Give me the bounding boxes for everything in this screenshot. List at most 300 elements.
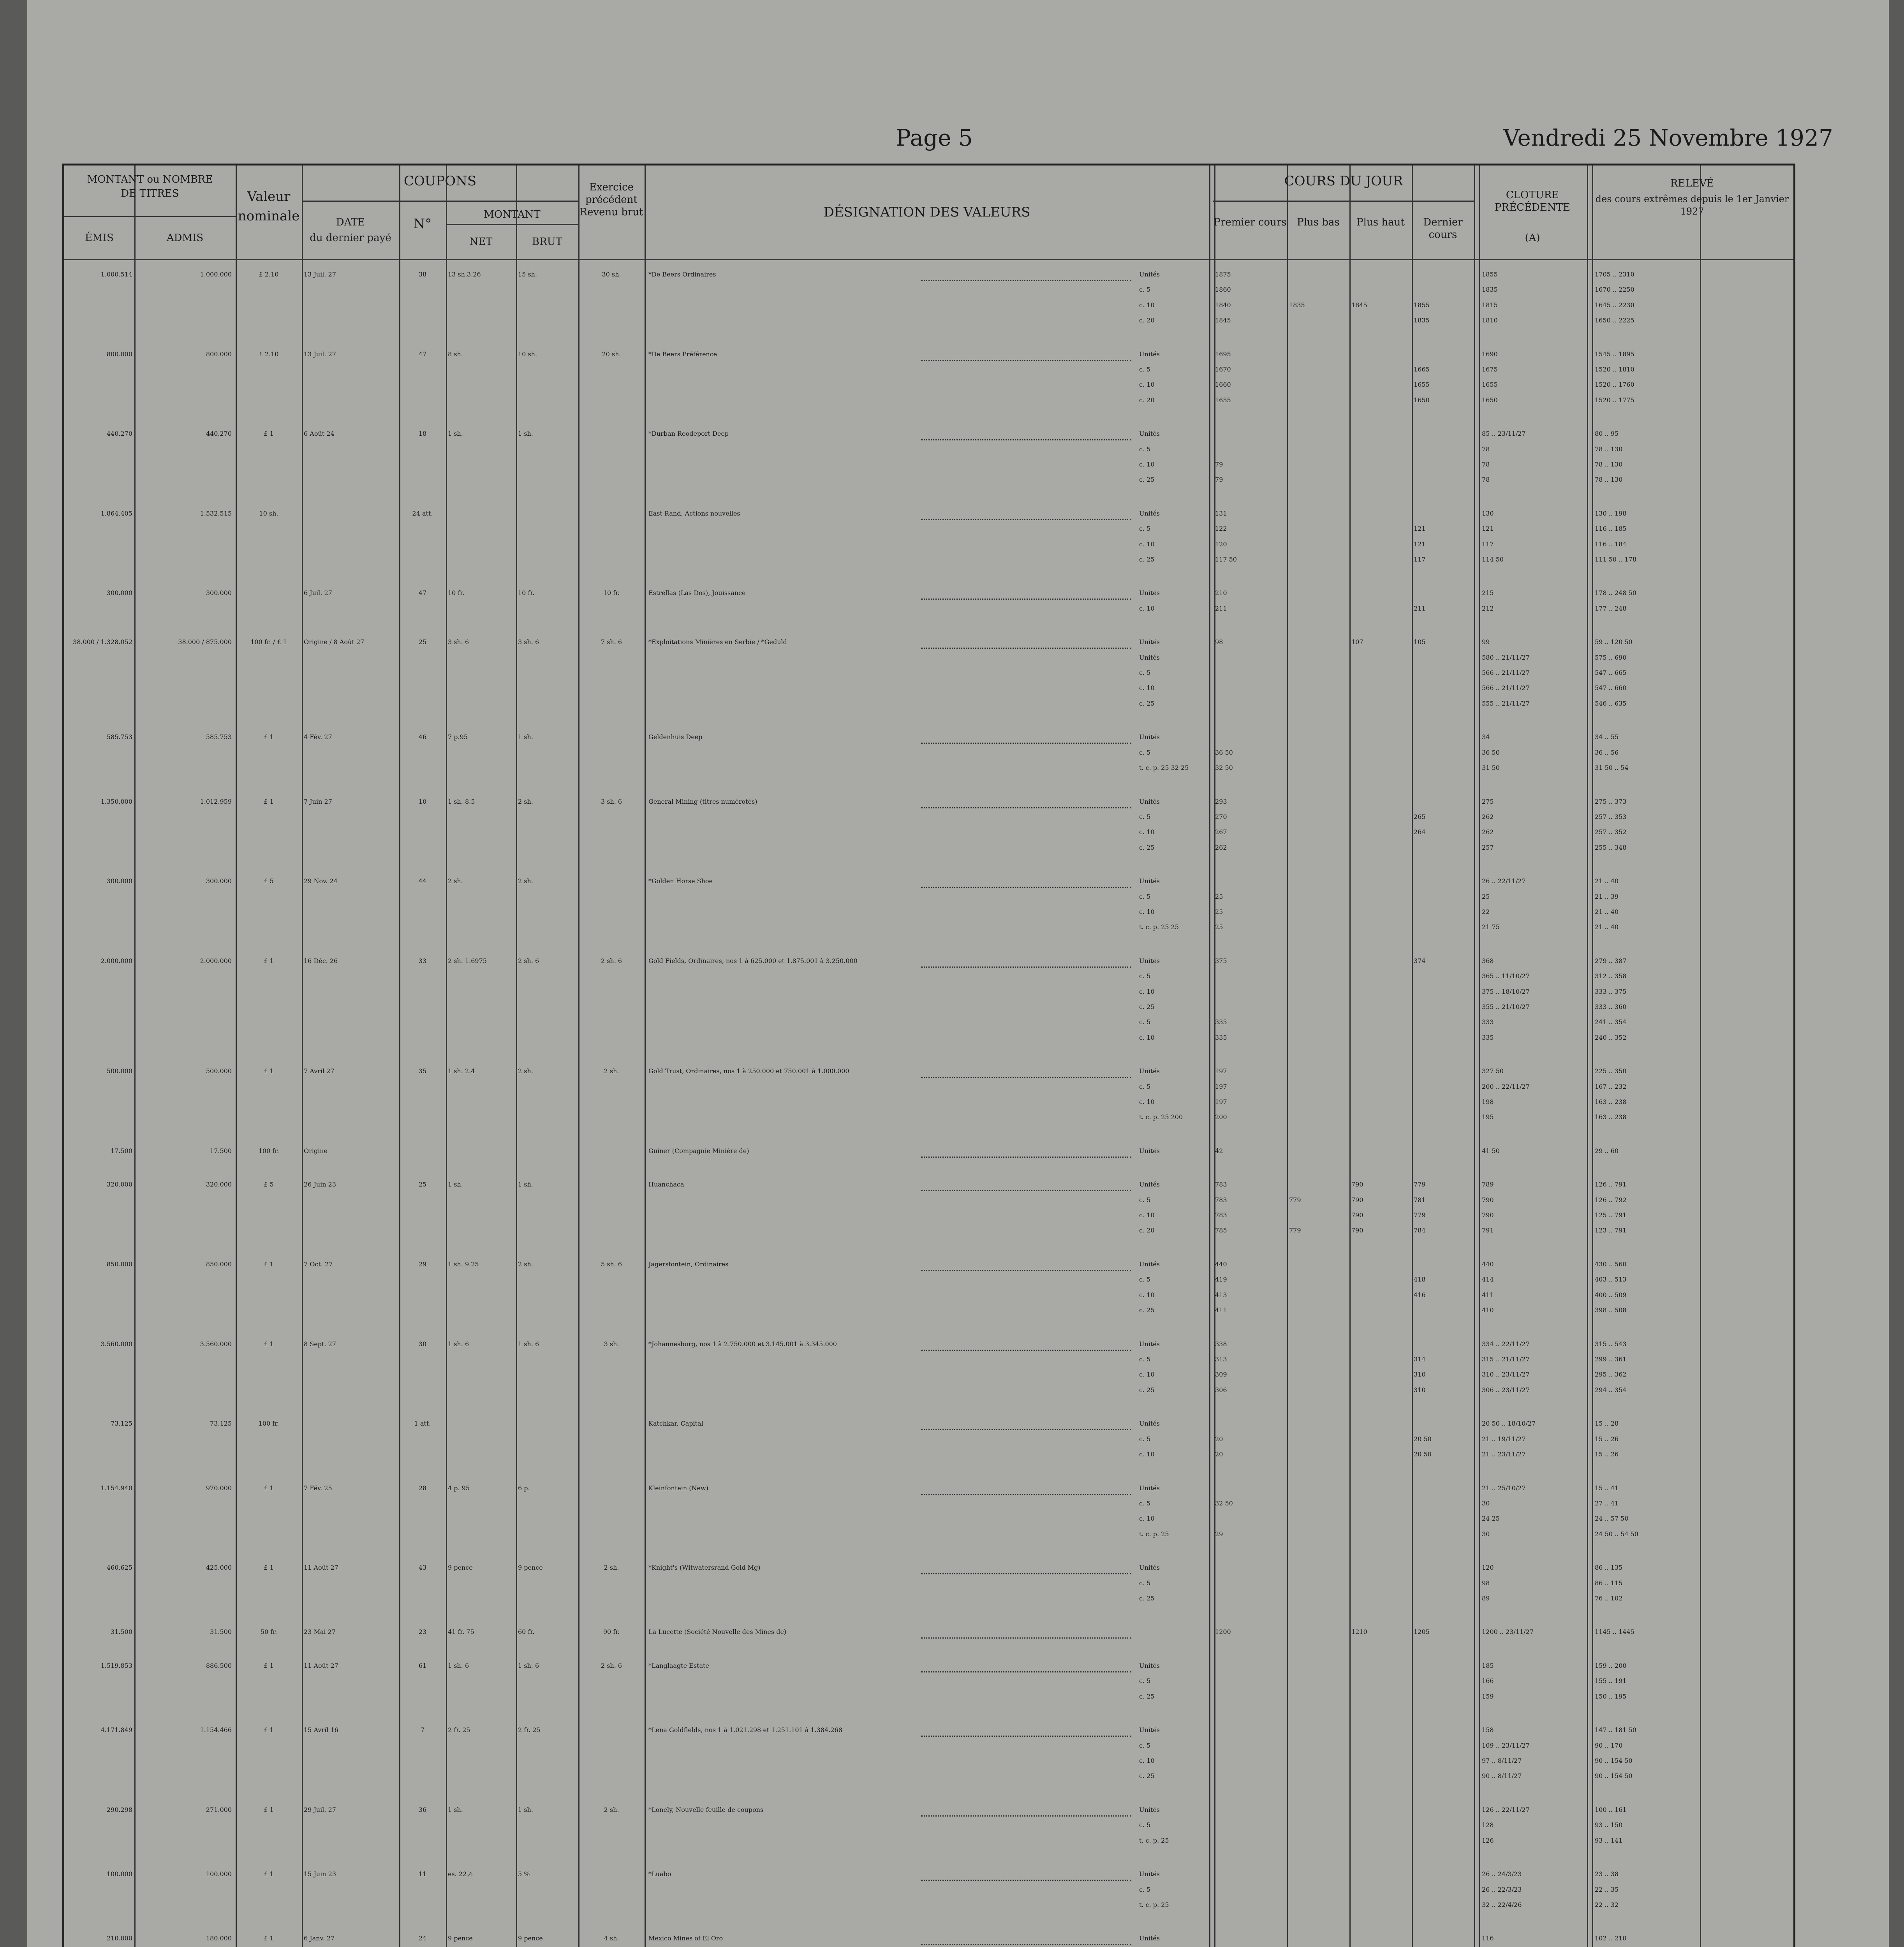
sub-label: Unités	[1139, 1662, 1160, 1670]
cell-cloture: 791	[1482, 1227, 1494, 1234]
cell-cloture: 212	[1482, 604, 1494, 612]
cell-cloture: 198	[1482, 1098, 1494, 1106]
row-date: 23 Mai 27	[304, 1628, 336, 1636]
cell-premier: 25	[1215, 923, 1223, 931]
row-date: Origine / 8 Août 27	[304, 638, 365, 646]
page-date: Vendredi 25 Novembre 1927	[1503, 125, 1833, 151]
cell-releve: 398 .. 508	[1595, 1306, 1627, 1314]
cell-premier: 375	[1215, 957, 1227, 965]
row-name: Guiner (Compagnie Minière de)	[648, 1147, 749, 1155]
row-net: 41 fr. 75	[448, 1628, 474, 1636]
row-date: 11 Août 27	[304, 1662, 338, 1670]
row-net: 9 pence	[448, 1564, 473, 1572]
leader-dots	[921, 966, 1131, 968]
leader-dots	[921, 648, 1131, 649]
cell-cloture: 26 .. 22/3/23	[1482, 1885, 1522, 1893]
cell-cloture: 121	[1482, 525, 1494, 533]
row-name: East Rand, Actions nouvelles	[648, 509, 740, 517]
sub-label: c. 20	[1139, 317, 1155, 324]
cell-premier: 20	[1215, 1435, 1223, 1443]
cell-premier: 117 50	[1215, 555, 1237, 563]
cell-releve: 76 .. 102	[1595, 1594, 1623, 1602]
cell-premier: 32 50	[1215, 1499, 1233, 1507]
cell-premier: 335	[1215, 1033, 1227, 1041]
cell-cloture: 1810	[1482, 317, 1498, 324]
row-exercice: 90 fr.	[603, 1628, 620, 1636]
sub-label: c. 5	[1139, 1821, 1151, 1829]
sub-label: Unités	[1139, 350, 1160, 358]
row-net: 1 sh. 6	[448, 1340, 469, 1348]
cell-dernier: 374	[1414, 957, 1426, 965]
col-coupons: COUPONS	[403, 173, 477, 189]
cell-cloture: 195	[1482, 1113, 1494, 1121]
cell-cloture: 327 50	[1482, 1067, 1504, 1075]
sub-label: c. 5	[1139, 1083, 1151, 1090]
sub-label: c. 25	[1139, 1003, 1155, 1010]
row-net: 7 p.95	[448, 733, 468, 741]
row-brut: 1 sh.	[518, 1181, 533, 1188]
sub-label: c. 10	[1139, 988, 1155, 995]
cell-cloture: 414	[1482, 1276, 1494, 1283]
sub-label: Unités	[1139, 1147, 1160, 1155]
leader-dots	[921, 1573, 1131, 1574]
cell-releve: 15 .. 28	[1595, 1420, 1619, 1428]
cell-cloture: 34	[1482, 733, 1490, 741]
cell-dernier: 1835	[1414, 317, 1430, 324]
cell-cloture: 26 .. 22/11/27	[1482, 877, 1526, 885]
leader-dots	[921, 1637, 1131, 1639]
cell-cloture: 126 .. 22/11/27	[1482, 1806, 1530, 1813]
row-date: 6 Août 24	[304, 430, 335, 438]
leader-dots	[921, 519, 1131, 520]
cell-releve: 31 50 .. 54	[1595, 764, 1629, 772]
cell-releve: 78 .. 130	[1595, 445, 1623, 453]
cell-premier: 783	[1215, 1181, 1227, 1188]
cell-cloture: 315 .. 21/11/27	[1482, 1356, 1530, 1363]
cell-plus-haut: 790	[1351, 1181, 1363, 1188]
row-admis: 800.000	[206, 350, 232, 358]
cell-premier: 411	[1215, 1306, 1227, 1314]
leader-dots	[921, 1944, 1131, 1945]
sub-label: Unités	[1139, 1726, 1160, 1734]
row-emis: 1.154.940	[100, 1484, 132, 1492]
cell-premier: 1845	[1215, 317, 1231, 324]
row-net: 2 sh. 1.6975	[448, 957, 487, 965]
cell-cloture: 262	[1482, 813, 1494, 821]
cell-cloture: 21 .. 23/11/27	[1482, 1451, 1526, 1458]
cell-dernier: 264	[1414, 828, 1426, 836]
leader-dots	[921, 1190, 1131, 1191]
row-emis: 38.000 / 1.328.052	[73, 638, 132, 646]
sub-label: c. 25	[1139, 555, 1155, 563]
sub-label: Unités	[1139, 797, 1160, 805]
row-valeur: £ 1	[264, 797, 274, 805]
cell-dernier: 211	[1414, 604, 1426, 612]
cell-plus-bas: 779	[1289, 1196, 1301, 1204]
sub-label: c. 10	[1139, 1211, 1155, 1219]
row-num: 33	[418, 957, 427, 965]
col-releve: RELEVÉ	[1670, 178, 1714, 189]
cell-premier: 783	[1215, 1196, 1227, 1204]
cell-cloture: 31 50	[1482, 764, 1500, 772]
row-net: 3 sh. 6	[448, 638, 469, 646]
cell-releve: 1145 .. 1445	[1595, 1628, 1635, 1636]
sub-label: c. 5	[1139, 893, 1151, 900]
cell-premier: 200	[1215, 1113, 1227, 1121]
row-num: 11	[418, 1870, 427, 1878]
cell-cloture: 789	[1482, 1181, 1494, 1188]
sub-label: c. 25	[1139, 1692, 1155, 1700]
row-name: Gold Trust, Ordinaires, nos 1 à 250.000 et 750.001 à 1.000.000	[648, 1067, 849, 1075]
cell-cloture: 166	[1482, 1677, 1494, 1685]
row-brut: 2 sh.	[518, 1260, 533, 1268]
cell-premier: 270	[1215, 813, 1227, 821]
cell-cloture: 97 .. 8/11/27	[1482, 1757, 1522, 1765]
sub-label: Unités	[1139, 1564, 1160, 1572]
row-name: Estrellas (Las Dos), Jouissance	[648, 589, 746, 597]
cell-releve: 312 .. 358	[1595, 972, 1627, 980]
cell-cloture: 790	[1482, 1211, 1494, 1219]
row-name: Gold Fields, Ordinaires, nos 1 à 625.000 et 1.875.001 à 3.250.000	[648, 957, 858, 965]
row-emis: 320.000	[106, 1181, 132, 1188]
row-valeur: £ 1	[264, 1484, 274, 1492]
col-plus-haut: Plus haut	[1356, 217, 1405, 228]
cell-dernier: 121	[1414, 540, 1426, 548]
cell-releve: 100 .. 161	[1595, 1806, 1627, 1813]
sub-label: t. c. p. 25	[1139, 1901, 1169, 1908]
leader-dots	[921, 1736, 1131, 1737]
row-brut: 2 sh.	[518, 797, 533, 805]
row-brut: 60 fr.	[518, 1628, 535, 1636]
sub-label: Unités	[1139, 653, 1160, 661]
sub-label: Unités	[1139, 1484, 1160, 1492]
sub-label: c. 10	[1139, 1515, 1155, 1523]
row-num: 24	[418, 1935, 427, 1942]
sub-label: c. 25	[1139, 1772, 1155, 1780]
cell-premier: 79	[1215, 476, 1223, 484]
cell-premier: 1875	[1215, 271, 1231, 278]
sub-label: c. 5	[1139, 1741, 1151, 1749]
col-dernier: Dernier cours	[1423, 217, 1463, 241]
row-name: *Lena Goldfields, nos 1 à 1.021.298 et 1.251.101 à 1.384.268	[648, 1726, 842, 1734]
col-date: DATE	[336, 217, 365, 228]
sub-label: Unités	[1139, 1260, 1160, 1268]
sub-label: c. 10	[1139, 1757, 1155, 1765]
row-net: es. 22½	[448, 1870, 473, 1878]
cell-releve: 86 .. 115	[1595, 1579, 1623, 1587]
row-brut: 6 p.	[518, 1484, 530, 1492]
cell-premier: 419	[1215, 1276, 1227, 1283]
cell-releve: 123 .. 791	[1595, 1227, 1627, 1234]
cell-dernier: 121	[1414, 525, 1426, 533]
row-date: Origine	[304, 1147, 328, 1155]
cell-cloture: 275	[1482, 797, 1494, 805]
sub-label: Unités	[1139, 509, 1160, 517]
cell-releve: 400 .. 509	[1595, 1291, 1627, 1299]
col-emis: ÉMIS	[85, 232, 114, 244]
quotation-table	[62, 164, 1795, 1947]
sub-label: c. 5	[1139, 1579, 1151, 1587]
cell-releve: 86 .. 135	[1595, 1564, 1623, 1572]
sub-label: Unités	[1139, 957, 1160, 965]
cell-releve: 1545 .. 1895	[1595, 350, 1635, 358]
row-name: *Exploitations Minières en Serbie / *Geduld	[648, 638, 787, 646]
cell-premier: 32 50	[1215, 764, 1233, 772]
row-admis: 73.125	[210, 1420, 232, 1428]
cell-plus-haut: 1845	[1351, 301, 1367, 309]
cell-cloture: 566 .. 21/11/27	[1482, 669, 1530, 677]
cell-cloture: 85 .. 23/11/27	[1482, 430, 1526, 438]
sub-label: t. c. p. 25 32 25	[1139, 764, 1189, 772]
row-date: 7 Avril 27	[304, 1067, 335, 1075]
sub-label: t. c. p. 25 25	[1139, 923, 1179, 931]
row-net: 1 sh.	[448, 1181, 463, 1188]
cell-premier: 306	[1215, 1386, 1227, 1394]
sub-label: c. 10	[1139, 1451, 1155, 1458]
row-net: 1 sh.	[448, 1806, 463, 1813]
row-net: 4 p. 95	[448, 1484, 470, 1492]
cell-cloture: 32 .. 22/4/26	[1482, 1901, 1522, 1908]
row-brut: 2 sh.	[518, 1067, 533, 1075]
cell-dernier: 20 50	[1414, 1451, 1432, 1458]
cell-releve: 125 .. 791	[1595, 1211, 1627, 1219]
cell-cloture: 30	[1482, 1530, 1490, 1538]
row-brut: 1 sh. 6	[518, 1340, 539, 1348]
cell-plus-haut: 790	[1351, 1211, 1363, 1219]
cell-releve: 257 .. 352	[1595, 828, 1627, 836]
cell-releve: 255 .. 348	[1595, 843, 1627, 851]
sub-label: Unités	[1139, 271, 1160, 278]
row-valeur: £ 1	[264, 1935, 274, 1942]
cell-premier: 440	[1215, 1260, 1227, 1268]
cell-cloture: 99	[1482, 638, 1490, 646]
cell-plus-haut: 790	[1351, 1227, 1363, 1234]
cell-premier: 36 50	[1215, 748, 1233, 756]
cell-releve: 333 .. 375	[1595, 988, 1627, 995]
row-num: 43	[418, 1564, 427, 1572]
sub-label: t. c. p. 25	[1139, 1530, 1169, 1538]
cell-releve: 150 .. 195	[1595, 1692, 1627, 1700]
row-admis: 300.000	[206, 877, 232, 885]
sub-label: Unités	[1139, 733, 1160, 741]
cell-cloture: 1675	[1482, 365, 1498, 373]
cell-dernier: 314	[1414, 1356, 1426, 1363]
row-emis: 1.864.405	[100, 509, 132, 517]
row-emis: 1.519.853	[100, 1662, 132, 1670]
cell-cloture: 25	[1482, 893, 1490, 900]
row-admis: 100.000	[206, 1870, 232, 1878]
sub-label: Unités	[1139, 1935, 1160, 1942]
cell-premier: 338	[1215, 1340, 1227, 1348]
cell-cloture: 26 .. 24/3/23	[1482, 1870, 1522, 1878]
cell-releve: 159 .. 200	[1595, 1662, 1627, 1670]
row-admis: 1.154.466	[200, 1726, 232, 1734]
cell-dernier: 265	[1414, 813, 1426, 821]
row-admis: 300.000	[206, 589, 232, 597]
row-admis: 886.500	[206, 1662, 232, 1670]
sub-label: c. 25	[1139, 1306, 1155, 1314]
cell-cloture: 126	[1482, 1836, 1494, 1844]
cell-cloture: 365 .. 11/10/27	[1482, 972, 1530, 980]
cell-dernier: 779	[1414, 1211, 1426, 1219]
sub-label: c. 25	[1139, 1594, 1155, 1602]
col-brut: BRUT	[532, 236, 562, 248]
row-num: 24 att.	[412, 509, 433, 517]
row-exercice: 2 sh. 6	[601, 1662, 622, 1670]
cell-cloture: 790	[1482, 1196, 1494, 1204]
row-emis: 3.560.000	[100, 1340, 132, 1348]
row-emis: 73.125	[111, 1420, 132, 1428]
cell-plus-bas: 1835	[1289, 301, 1305, 309]
cell-releve: 1645 .. 2230	[1595, 301, 1635, 309]
row-name: *Luabo	[648, 1870, 671, 1878]
cell-premier: 210	[1215, 589, 1227, 597]
cell-cloture: 159	[1482, 1692, 1494, 1700]
cell-cloture: 368	[1482, 957, 1494, 965]
row-brut: 2 fr. 25	[518, 1726, 541, 1734]
sub-label: c. 25	[1139, 1386, 1155, 1394]
page-sheet	[27, 0, 1889, 1947]
cell-dernier: 781	[1414, 1196, 1426, 1204]
row-num: 47	[418, 350, 427, 358]
row-net: 1 sh. 6	[448, 1662, 469, 1670]
cell-premier: 262	[1215, 843, 1227, 851]
row-num: 18	[418, 430, 427, 438]
sub-label: c. 20	[1139, 396, 1155, 404]
row-exercice: 5 sh. 6	[601, 1260, 622, 1268]
row-emis: 850.000	[106, 1260, 132, 1268]
cell-premier: 293	[1215, 797, 1227, 805]
cell-cloture: 333	[1482, 1018, 1494, 1026]
cell-releve: 403 .. 513	[1595, 1276, 1627, 1283]
cell-releve: 22 .. 35	[1595, 1885, 1619, 1893]
row-name: *Durban Roodeport Deep	[648, 430, 729, 438]
sub-label: c. 10	[1139, 604, 1155, 612]
cell-cloture: 410	[1482, 1306, 1494, 1314]
sub-label: c. 5	[1139, 1196, 1151, 1204]
cell-releve: 547 .. 665	[1595, 669, 1627, 677]
cell-cloture: 120	[1482, 1564, 1494, 1572]
row-date: 29 Juil. 27	[304, 1806, 336, 1813]
cell-releve: 257 .. 353	[1595, 813, 1627, 821]
row-date: 7 Juin 27	[304, 797, 332, 805]
col-montant: MONTANT ou NOMBRE	[87, 174, 213, 185]
row-admis: 440.270	[206, 430, 232, 438]
cell-releve: 21 .. 40	[1595, 877, 1619, 885]
cell-releve: 147 .. 181 50	[1595, 1726, 1636, 1734]
cell-premier: 313	[1215, 1356, 1227, 1363]
row-emis: 585.753	[106, 733, 132, 741]
sub-label: c. 5	[1139, 1677, 1151, 1685]
col-premier: Premier cours	[1214, 217, 1287, 228]
cell-dernier: 416	[1414, 1291, 1426, 1299]
cell-releve: 333 .. 360	[1595, 1003, 1627, 1010]
row-name: Jagersfontein, Ordinaires	[648, 1260, 729, 1268]
row-date: 26 Juin 23	[304, 1181, 336, 1188]
sub-label: t. c. p. 25	[1139, 1836, 1169, 1844]
row-valeur: 10 sh.	[259, 509, 278, 517]
cell-cloture: 130	[1482, 509, 1494, 517]
leader-dots	[921, 743, 1131, 744]
cell-cloture: 158	[1482, 1726, 1494, 1734]
sub-label: c. 10	[1139, 381, 1155, 389]
row-exercice: 2 sh.	[604, 1564, 619, 1572]
row-valeur: 100 fr.	[258, 1147, 279, 1155]
row-name: *Knight's (Witwatersrand Gold Mg)	[648, 1564, 761, 1572]
cell-cloture: 1200 .. 23/11/27	[1482, 1628, 1534, 1636]
sub-label: Unités	[1139, 638, 1160, 646]
sub-label: c. 5	[1139, 1885, 1151, 1893]
cell-releve: 279 .. 387	[1595, 957, 1627, 965]
cell-premier: 783	[1215, 1211, 1227, 1219]
leader-dots	[921, 1429, 1131, 1430]
cell-releve: 116 .. 185	[1595, 525, 1627, 533]
sub-label: Unités	[1139, 1420, 1160, 1428]
cell-cloture: 41 50	[1482, 1147, 1500, 1155]
row-date: 4 Fév. 27	[304, 733, 332, 741]
cell-releve: 116 .. 184	[1595, 540, 1627, 548]
sub-label: c. 5	[1139, 1435, 1151, 1443]
row-net: 9 pence	[448, 1935, 473, 1942]
row-brut: 9 pence	[518, 1564, 543, 1572]
leader-dots	[921, 599, 1131, 600]
row-admis: 17.500	[210, 1147, 232, 1155]
row-admis: 1.532.515	[200, 509, 232, 517]
cell-cloture: 335	[1482, 1033, 1494, 1041]
cell-cloture: 114 50	[1482, 555, 1504, 563]
row-exercice: 7 sh. 6	[601, 638, 622, 646]
col-montant-cp: MONTANT	[484, 209, 541, 220]
row-net: 2 sh.	[448, 877, 463, 885]
row-net: 10 fr.	[448, 589, 465, 597]
cell-dernier: 779	[1414, 1181, 1426, 1188]
cell-releve: 21 .. 40	[1595, 908, 1619, 915]
row-num: 25	[418, 638, 427, 646]
row-date: 15 Juin 23	[304, 1870, 336, 1878]
cell-dernier: 310	[1414, 1371, 1426, 1378]
cell-releve: 1670 .. 2250	[1595, 286, 1635, 294]
cell-cloture: 24 25	[1482, 1515, 1500, 1523]
cell-releve: 21 .. 39	[1595, 893, 1619, 900]
row-emis: 100.000	[106, 1870, 132, 1878]
row-net: 1 sh. 8.5	[448, 797, 475, 805]
row-num: 29	[418, 1260, 427, 1268]
cell-premier: 131	[1215, 509, 1227, 517]
cell-cloture: 89	[1482, 1594, 1490, 1602]
cell-releve: 59 .. 120 50	[1595, 638, 1633, 646]
row-emis: 300.000	[106, 589, 132, 597]
cell-premier: 120	[1215, 540, 1227, 548]
cell-releve: 1705 .. 2310	[1595, 271, 1635, 278]
leader-dots	[921, 1157, 1131, 1158]
cell-cloture: 185	[1482, 1662, 1494, 1670]
cell-cloture: 78	[1482, 460, 1490, 468]
cell-cloture: 20 50 .. 18/10/27	[1482, 1420, 1536, 1428]
cell-dernier: 1665	[1414, 365, 1430, 373]
cell-cloture: 310 .. 23/11/27	[1482, 1371, 1530, 1378]
cell-releve: 126 .. 792	[1595, 1196, 1627, 1204]
sub-label: Unités	[1139, 1340, 1160, 1348]
cell-releve: 167 .. 232	[1595, 1083, 1627, 1090]
row-num: 35	[418, 1067, 427, 1075]
cell-releve: 15 .. 41	[1595, 1484, 1619, 1492]
cell-releve: 78 .. 130	[1595, 476, 1623, 484]
row-valeur: £ 1	[264, 1726, 274, 1734]
cell-cloture: 566 .. 21/11/27	[1482, 684, 1530, 692]
cell-releve: 24 .. 57 50	[1595, 1515, 1629, 1523]
row-net: 1 sh. 9.25	[448, 1260, 479, 1268]
cell-releve: 1520 .. 1760	[1595, 381, 1635, 389]
